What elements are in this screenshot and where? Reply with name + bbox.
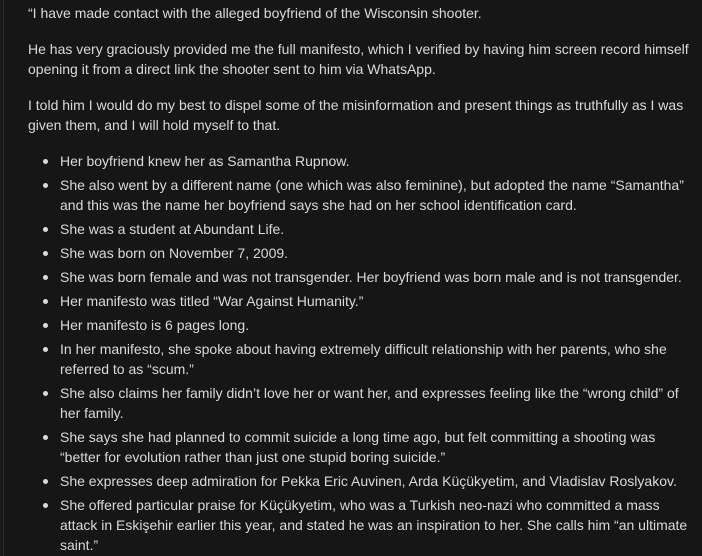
list-item-text: Her boyfriend knew her as Samantha Rupnow. bbox=[60, 153, 350, 169]
bullet-dot bbox=[43, 503, 48, 508]
list-item bbox=[60, 219, 690, 239]
bullet-dot bbox=[43, 299, 48, 304]
bullet-dot bbox=[43, 159, 48, 164]
bullet-dot bbox=[43, 275, 48, 280]
list-item bbox=[60, 267, 690, 287]
list-item-text: Her manifesto is 6 pages long. bbox=[60, 317, 250, 333]
list-item bbox=[60, 471, 690, 491]
list-item-text: She expresses deep admiration for Pekka Eric Auvinen, Arda Küçükyetim, and Vladislav Roslyakov. bbox=[60, 473, 677, 489]
paragraph: “I have made contact with the alleged boyfriend of the Wisconsin shooter. bbox=[28, 5, 482, 21]
bullet-dot bbox=[43, 183, 48, 188]
list-item-text: She also claims her family didn’t love her or want her, and expresses feeling like the “wrong child” of her family. bbox=[60, 385, 679, 421]
list-item-text: In her manifesto, she spoke about having extremely difficult relationship with her parents, who she referred to as “scum.” bbox=[60, 341, 667, 377]
bullet-dot bbox=[43, 435, 48, 440]
paragraph: I told him I would do my best to dispel some of the misinformation and present things as truthfully as I was given them, and I will hold myself to that. bbox=[28, 97, 684, 133]
list-item bbox=[60, 291, 690, 311]
list-item bbox=[60, 315, 690, 335]
post-body bbox=[3, 0, 702, 556]
bullet-list bbox=[28, 151, 690, 555]
list-item bbox=[60, 243, 690, 263]
list-item bbox=[60, 427, 690, 467]
bullet-dot bbox=[43, 347, 48, 352]
list-item-text: She was born female and was not transgender. Her boyfriend was born male and is not transgender. bbox=[60, 269, 682, 285]
paragraph: He has very graciously provided me the full manifesto, which I verified by having him screen record himself opening it from a direct link the shooter sent to him via WhatsApp. bbox=[28, 41, 689, 77]
list-item bbox=[60, 495, 690, 555]
list-item bbox=[60, 339, 690, 379]
bullet-dot bbox=[43, 479, 48, 484]
post-content bbox=[28, 3, 690, 556]
list-item-text: She says she had planned to commit suicide a long time ago, but felt committing a shooting was “better for evolution rather than just one stupid boring suicide.” bbox=[60, 429, 656, 465]
list-item bbox=[60, 383, 690, 423]
list-item-text: Her manifesto was titled “War Against Humanity.” bbox=[60, 293, 364, 309]
list-item bbox=[60, 175, 690, 215]
list-item-text: She was born on November 7, 2009. bbox=[60, 245, 289, 261]
bullet-dot bbox=[43, 227, 48, 232]
list-item bbox=[60, 151, 690, 171]
list-item-text: She also went by a different name (one which was also feminine), but adopted the name “Samantha” and this was the name her boyfriend says she had on her school identification card. bbox=[60, 177, 684, 213]
bullet-dot bbox=[43, 251, 48, 256]
list-item-text: She offered particular praise for Küçükyetim, who was a Turkish neo-nazi who committed a mass attack in Eskişehir earlier this year, and stated he was an inspiration to her. She calls him “an ultimate saint.” bbox=[60, 497, 688, 553]
bullet-dot bbox=[43, 323, 48, 328]
bullet-dot bbox=[43, 391, 48, 396]
list-item-text: She was a student at Abundant Life. bbox=[60, 221, 285, 237]
